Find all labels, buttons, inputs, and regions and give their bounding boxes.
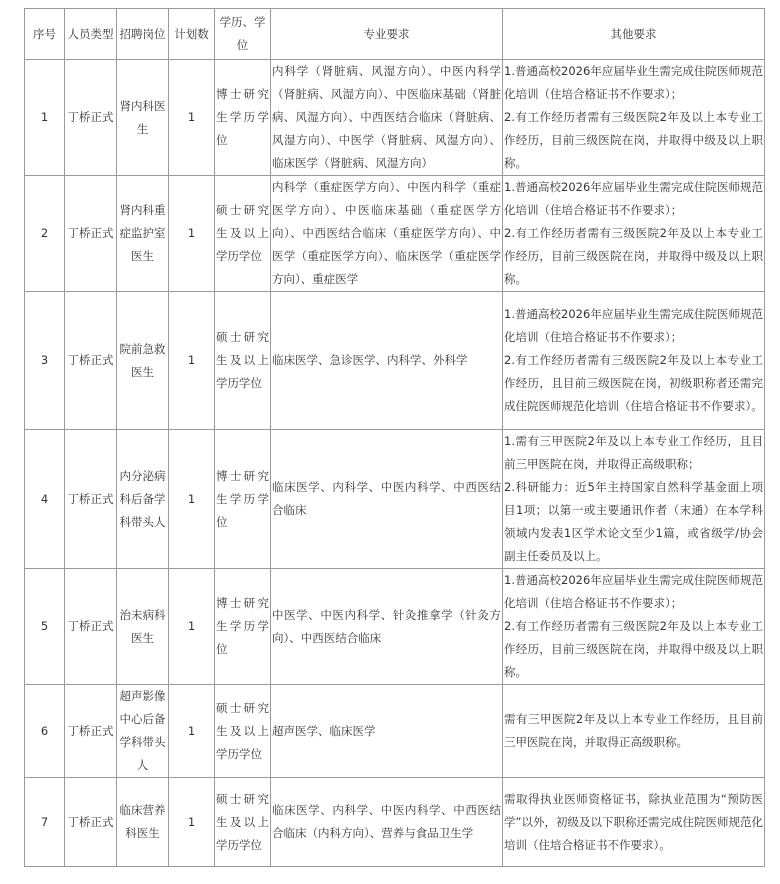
table-row	[25, 430, 765, 569]
table-header-row	[25, 9, 765, 60]
other-item: 2.有工作经历者需有三级医院2年及以上本专业工作经历，目前三级医院在岗，并取得中级及以上职称。	[504, 110, 763, 170]
other-item: 需取得执业医师资格证书，除执业范围为“预防医学”以外，初级及以下职称还需完成住院医师规范化培训（住培合格证书不作要求）。	[504, 791, 763, 852]
cell-degree: 硕士研究生及以上学历学位	[215, 778, 271, 867]
other-item: 需有三甲医院2年及以上本专业工作经历，且目前三甲医院在岗，并取得正高级职称。	[504, 712, 763, 749]
header-degree: 学历、学位	[215, 9, 271, 60]
cell-count: 1	[169, 430, 215, 569]
other-item: 1.普通高校2026年应届毕业生需完成住院医师规范化培训（住培合格证书不作要求）；	[504, 180, 763, 217]
other-item: 1.需有三甲医院2年及以上本专业工作经历，且目前三甲医院在岗，并取得正高级职称；	[504, 434, 763, 471]
table-row	[25, 176, 765, 292]
cell-position: 内分泌病科后备学科带头人	[117, 430, 169, 569]
cell-position: 临床营养科医生	[117, 778, 169, 867]
cell-other	[503, 176, 765, 292]
header-type: 人员类型	[65, 9, 117, 60]
cell-other	[503, 292, 765, 430]
cell-degree: 硕士研究生及以上学历学位	[215, 685, 271, 778]
cell-other	[503, 685, 765, 778]
cell-no: 4	[25, 430, 65, 569]
cell-major: 临床医学、内科学、中医内科学、中西医结合临床	[271, 430, 503, 569]
cell-count: 1	[169, 685, 215, 778]
cell-no: 2	[25, 176, 65, 292]
cell-position: 肾内科医生	[117, 60, 169, 176]
other-item: 1.普通高校2026年应届毕业生需完成住院医师规范化培训（住培合格证书不作要求）；	[504, 64, 763, 101]
cell-no: 5	[25, 569, 65, 685]
cell-type: 丁桥正式	[65, 430, 117, 569]
other-item: 2.有工作经历者需有三级医院2年及以上本专业工作经历，目前三级医院在岗，并取得中级及以上职称。	[504, 226, 763, 286]
recruitment-table	[24, 8, 765, 867]
cell-no: 7	[25, 778, 65, 867]
cell-degree: 硕士研究生及以上学历学位	[215, 292, 271, 430]
cell-count: 1	[169, 60, 215, 176]
other-item: 2.有工作经历者需有三级医院2年及以上本专业工作经历，且目前三级医院在岗，初级职称者还需完成住院医师规范化培训（住培合格证书不作要求）。	[504, 353, 763, 413]
cell-type: 丁桥正式	[65, 292, 117, 430]
cell-major: 内科学（肾脏病、风湿方向）、中医内科学（肾脏病、风湿方向）、中医临床基础（肾脏病、风湿方向）、中西医结合临床（肾脏病、风湿方向）、中医学（肾脏病、风湿方向）、临床医学（肾脏病、风湿方向）	[271, 60, 503, 176]
cell-no: 3	[25, 292, 65, 430]
cell-other	[503, 569, 765, 685]
cell-degree: 硕士研究生及以上学历学位	[215, 176, 271, 292]
cell-other	[503, 430, 765, 569]
cell-degree: 博士研究生学历学位	[215, 569, 271, 685]
cell-major: 临床医学、内科学、中医内科学、中西医结合临床（内科方向）、营养与食品卫生学	[271, 778, 503, 867]
cell-type: 丁桥正式	[65, 778, 117, 867]
other-item: 1.普通高校2026年应届毕业生需完成住院医师规范化培训（住培合格证书不作要求）；	[504, 307, 763, 344]
header-major: 专业要求	[271, 9, 503, 60]
cell-position: 治未病科医生	[117, 569, 169, 685]
cell-degree: 博士研究生学历学位	[215, 60, 271, 176]
cell-no: 1	[25, 60, 65, 176]
cell-count: 1	[169, 176, 215, 292]
header-count: 计划数	[169, 9, 215, 60]
cell-type: 丁桥正式	[65, 176, 117, 292]
header-other: 其他要求	[503, 9, 765, 60]
cell-position: 院前急救医生	[117, 292, 169, 430]
cell-position: 超声影像中心后备学科带头人	[117, 685, 169, 778]
other-item: 1.普通高校2026年应届毕业生需完成住院医师规范化培训（住培合格证书不作要求）；	[504, 573, 763, 610]
table-row	[25, 778, 765, 867]
other-item: 2.有工作经历者需有三级医院2年及以上本专业工作经历，目前三级医院在岗，并取得中级及以上职称。	[504, 619, 763, 679]
table-row	[25, 685, 765, 778]
cell-type: 丁桥正式	[65, 685, 117, 778]
header-position: 招聘岗位	[117, 9, 169, 60]
table-row	[25, 292, 765, 430]
table-row	[25, 60, 765, 176]
cell-type: 丁桥正式	[65, 569, 117, 685]
cell-type: 丁桥正式	[65, 60, 117, 176]
cell-major: 超声医学、临床医学	[271, 685, 503, 778]
cell-other	[503, 60, 765, 176]
cell-count: 1	[169, 778, 215, 867]
recruitment-table-container	[24, 8, 765, 867]
table-row	[25, 569, 765, 685]
cell-no: 6	[25, 685, 65, 778]
header-no: 序号	[25, 9, 65, 60]
cell-degree: 博士研究生学历学位	[215, 430, 271, 569]
cell-major: 中医学、中医内科学、针灸推拿学（针灸方向）、中西医结合临床	[271, 569, 503, 685]
cell-count: 1	[169, 292, 215, 430]
other-item: 2.科研能力：近5年主持国家自然科学基金面上项目1项；以第一或主要通讯作者（末通）在本学科领域内发表1区学术论文至少1篇，或省级学/协会副主任委员及以上。	[504, 480, 763, 563]
cell-position: 肾内科重症监护室医生	[117, 176, 169, 292]
cell-major: 内科学（重症医学方向）、中医内科学（重症医学方向）、中医临床基础（重症医学方向）、中西医结合临床（重症医学方向）、中医学（重症医学方向）、临床医学（重症医学方向）、重症医学	[271, 176, 503, 292]
cell-count: 1	[169, 569, 215, 685]
cell-other	[503, 778, 765, 867]
cell-major: 临床医学、急诊医学、内科学、外科学	[271, 292, 503, 430]
